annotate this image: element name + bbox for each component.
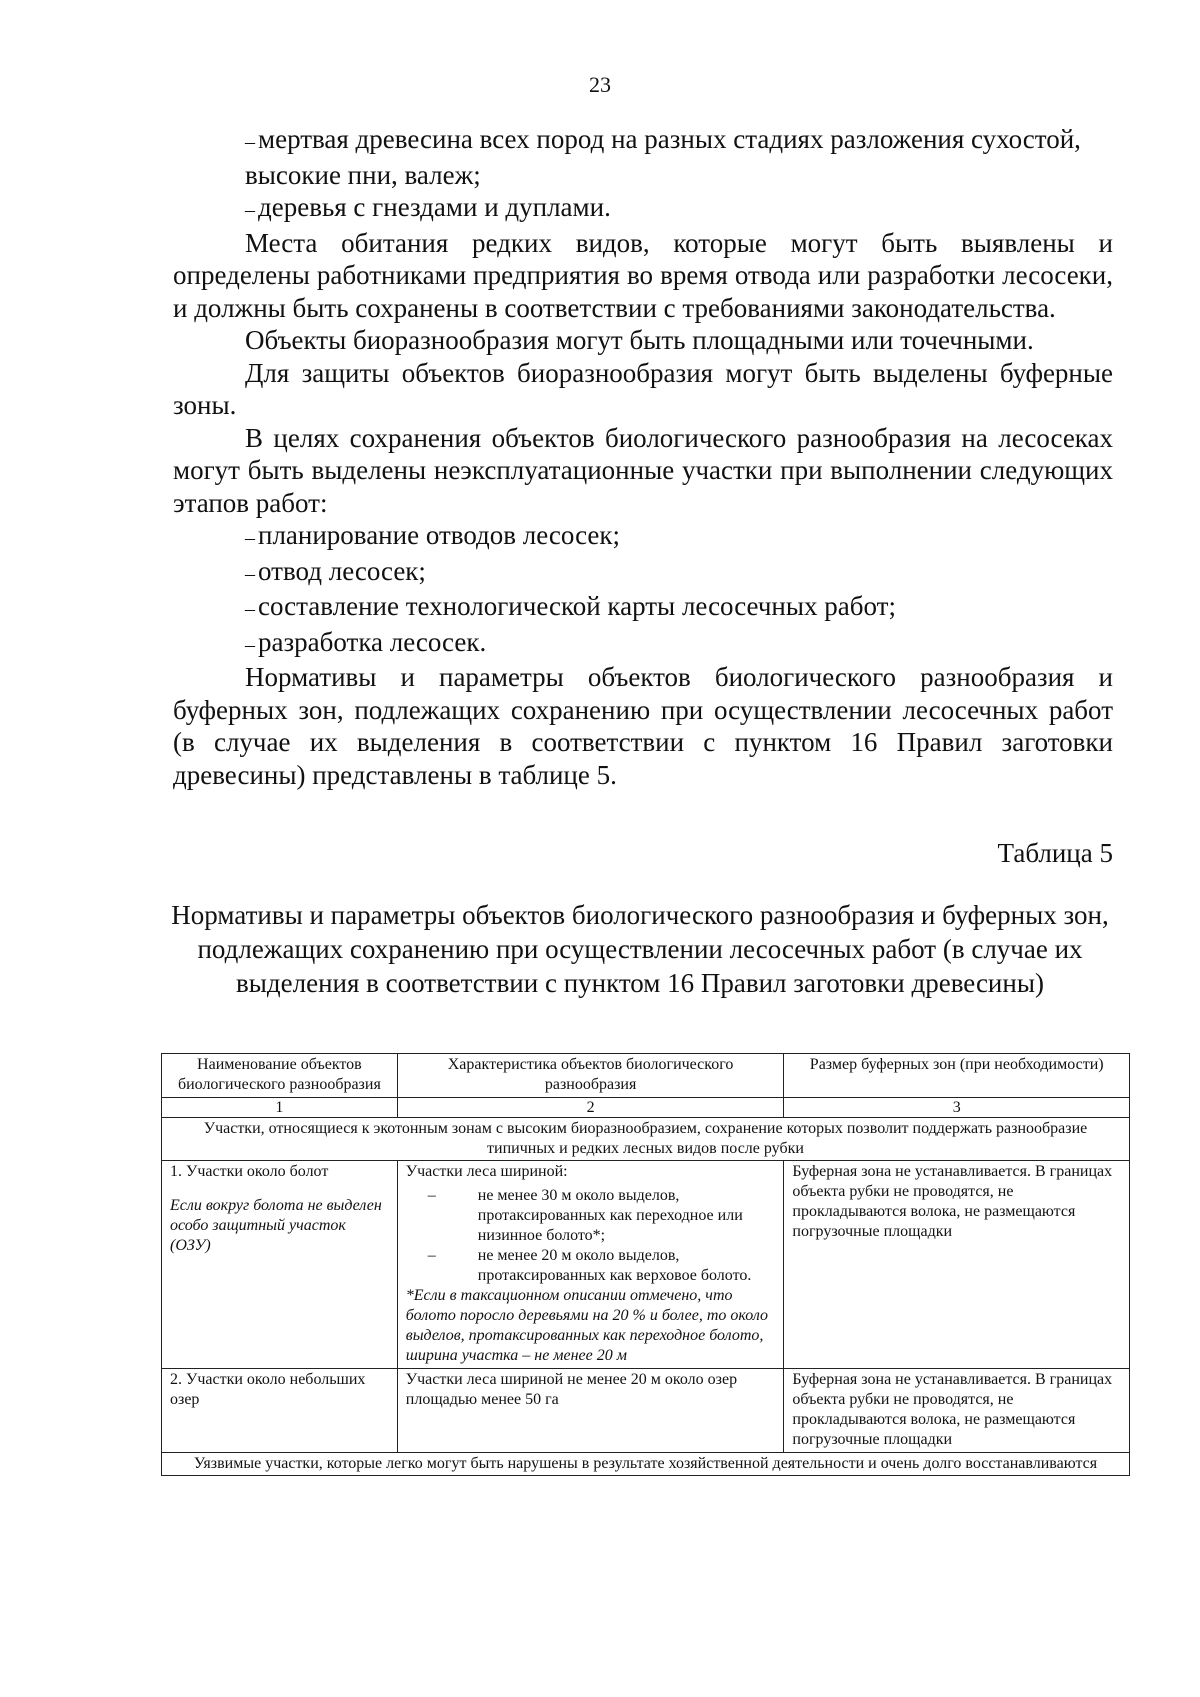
dash-marker: – xyxy=(245,598,255,620)
section-row xyxy=(162,1453,1130,1476)
list-item-text: не менее 30 м около выделов, протаксированных как переходное или низинное болото*; xyxy=(477,1187,743,1244)
table-header-row xyxy=(162,1054,1130,1098)
dash-marker: – xyxy=(245,131,255,153)
list-item xyxy=(173,123,1113,191)
paragraph: Для защиты объектов биоразнообразия могут быть выделены буферные зоны. xyxy=(173,357,1113,420)
paragraph: Объекты биоразнообразия могут быть площадными или точечными. xyxy=(245,325,1034,355)
object-name-cell xyxy=(162,1161,398,1369)
list-item xyxy=(406,1246,776,1286)
header-cell: Характеристика объектов биологического разнообразия xyxy=(397,1054,784,1098)
characteristic-note: *Если в таксационном описании отмечено, что болото поросло деревьями на 20 % и более, то около выделов, протаксированных как переходное болото, ширина участка – не менее 20 м xyxy=(405,1287,769,1364)
characteristic-intro: Участки леса шириной: xyxy=(405,1163,568,1180)
list-item-text: отвод лесосек; xyxy=(258,555,426,586)
header-cell: Размер буферных зон (при необходимости) xyxy=(784,1054,1130,1098)
characteristic-list xyxy=(406,1186,776,1286)
biodiversity-table xyxy=(161,1053,1130,1476)
buffer-zone-cell: Буферная зона не устанавливается. В границах объекта рубки не проводятся, не прокладываются волока, не размещаются погрузочные площадки xyxy=(784,1161,1130,1369)
dash-marker: – xyxy=(427,1187,436,1204)
list-item-text: деревья с гнездами и дуплами. xyxy=(258,192,611,222)
list-item xyxy=(173,191,1113,227)
paragraph: Нормативы и параметры объектов биологического разнообразия и буферных зон, подлежащих сохранению при осуществлении лесосечных работ (в случае их выделения в соответствии с пунктом 16 Правил заготовки древесины) представлены в таблице 5. xyxy=(173,662,1113,790)
dash-marker: – xyxy=(427,1247,436,1264)
object-name-cell: 2. Участки около небольших озер xyxy=(162,1369,398,1453)
list-item-text: планирование отводов лесосек; xyxy=(258,520,620,550)
object-characteristic-cell: Участки леса шириной не менее 20 м около озер площадью менее 50 га xyxy=(397,1369,784,1453)
list-item xyxy=(173,590,1113,626)
list-item-text: мертвая древесина всех пород на разных стадиях разложения сухостой, высокие пни, валеж; xyxy=(245,124,1081,190)
list-item xyxy=(173,519,1113,555)
list-item xyxy=(406,1186,776,1246)
column-number: 3 xyxy=(784,1098,1130,1118)
paragraph: В целях сохранения объектов биологического разнообразия на лесосеках могут быть выделены неэксплуатационные участки при выполнении следующих этапов работ: xyxy=(173,422,1113,518)
section-row xyxy=(162,1118,1130,1161)
list-item xyxy=(173,626,1113,662)
dash-marker: – xyxy=(245,633,255,656)
object-characteristic-cell xyxy=(397,1161,784,1369)
list-item-text: составление технологической карты лесосечных работ; xyxy=(258,591,896,621)
buffer-zone-cell: Буферная зона не устанавливается. В границах объекта рубки не проводятся, не прокладываются волока, не размещаются погрузочные площадки xyxy=(784,1369,1130,1453)
section-heading: Уязвимые участки, которые легко могут быть нарушены в результате хозяйственной деятельности и очень долго восстанавливаются xyxy=(162,1453,1130,1476)
column-number: 2 xyxy=(397,1098,784,1118)
body-text xyxy=(173,123,1113,791)
dash-marker: – xyxy=(245,199,255,221)
object-name-note: Если вокруг болота не выделен особо защитный участок (ОЗУ) xyxy=(170,1197,382,1254)
column-number: 1 xyxy=(162,1098,398,1118)
table-title: Нормативы и параметры объектов биологического разнообразия и буферных зон, подлежащих сохранению при осуществлении лесосечных работ (в случае их выделения в соответствии с пунктом 16 Правил заготовки древесины) xyxy=(171,900,1109,998)
section-heading: Участки, относящиеся к экотонным зонам с высоким биоразнообразием, сохранение которых позволит поддержать разнообразие типичных и редких лесных видов после рубки xyxy=(162,1118,1130,1161)
table-label: Таблица 5 xyxy=(997,838,1113,868)
page-number: 23 xyxy=(589,72,611,97)
list-item-text: разработка лесосек. xyxy=(258,626,487,657)
dash-marker: – xyxy=(245,562,255,585)
column-number-row xyxy=(162,1098,1130,1118)
dash-marker: – xyxy=(245,527,255,549)
header-cell: Наименование объектов биологического разнообразия xyxy=(162,1054,398,1098)
list-item xyxy=(173,555,1113,591)
table-row xyxy=(162,1161,1130,1369)
paragraph: Места обитания редких видов, которые могут быть выявлены и определены работниками предприятия во время отвода или разработки лесосеки, и должны быть сохранены в соответствии с требованиями законодательства. xyxy=(173,227,1113,323)
list-item-text: не менее 20 м около выделов, протаксированных как верховое болото. xyxy=(477,1247,752,1284)
object-name: 1. Участки около болот xyxy=(170,1163,329,1180)
table-row xyxy=(162,1369,1130,1453)
